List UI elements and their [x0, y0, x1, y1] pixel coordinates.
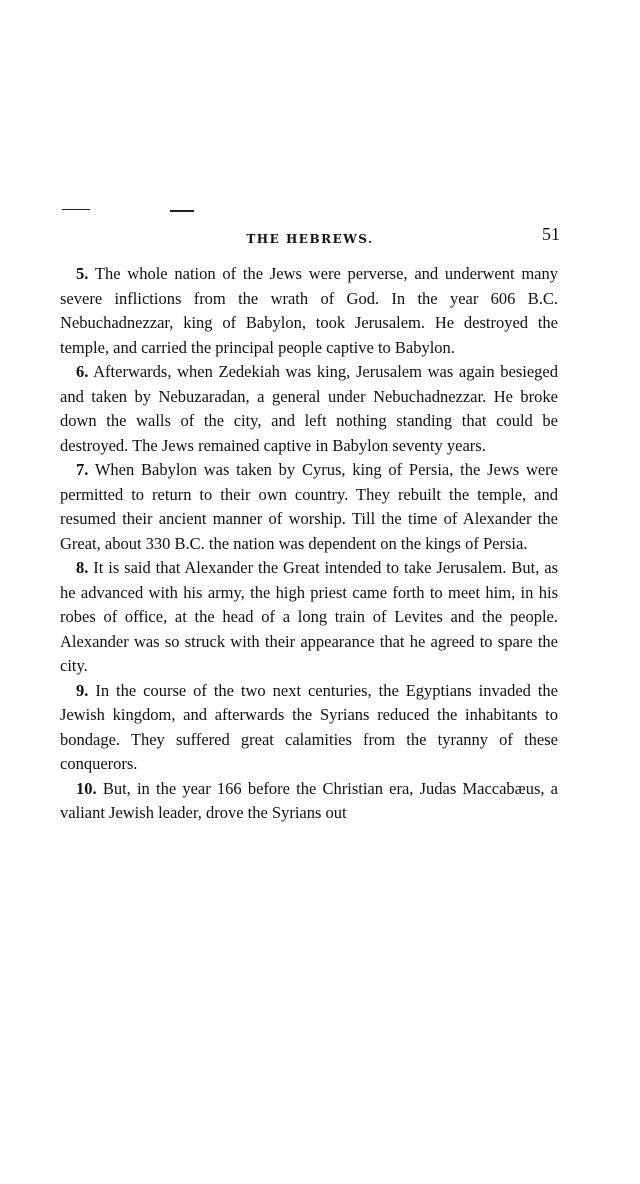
paragraph-number: 6. [76, 362, 89, 381]
paragraph-6 [60, 360, 558, 458]
paragraph-text: When Babylon was taken by Cyrus, king of Persia, the Jews were permitted to return to their own country. They rebuilt the temple, and resumed their ancient manner of worship. Till the time of Alexander the Great, about 330 B.C. the nation was dependent on the kings of Persia. [60, 460, 558, 553]
paragraph-number: 7. [76, 460, 89, 479]
paragraph-text: It is said that Alexander the Great intended to take Jerusalem. But, as he advanced with his army, the high priest came forth to meet him, in his robes of office, at the head of a long train of Levites and the people. Alexander was so struck with their appearance that he agreed to spare the city. [60, 558, 559, 675]
paragraph-number: 5. [76, 264, 89, 283]
paragraph-number: 8. [76, 558, 89, 577]
paragraph-9 [60, 679, 558, 777]
scan-rule-mark [62, 209, 90, 210]
paragraph-8 [60, 556, 558, 679]
running-head [60, 222, 560, 252]
paragraph-number: 10. [76, 778, 97, 798]
page-number: 51 [542, 224, 560, 244]
paragraph-10 [60, 777, 558, 826]
paragraph-number: 9. [76, 680, 89, 700]
scan-rule-mark [170, 210, 194, 212]
paragraph-5 [60, 262, 558, 360]
running-title: THE HEBREWS. [246, 232, 374, 246]
paragraph-text: The whole nation of the Jews were perverse, and underwent many severe inflictions from the wrath of God. In the year 606 B.C. Nebuchadnezzar, king of Babylon, took Jerusalem. He destroyed the temple, and carried the principal people captive to Babylon. [60, 264, 559, 357]
paragraph-text: In the course of the two next centuries, the Egyptians invaded the Jewish kingdom, and afterwards the Syrians reduced the inhabitants to bondage. They suffered great calamities from the tyranny of these conquerors. [60, 680, 558, 773]
paragraph-text: Afterwards, when Zedekiah was king, Jerusalem was again besieged and taken by Nebuzaradan, a general under Nebuchadnezzar. He broke down the walls of the city, and left nothing standing that could be destroyed. The Jews remained captive in Babylon seventy years. [60, 362, 558, 455]
body-text [60, 262, 558, 826]
paragraph-text: But, in the year 166 before the Christian era, Judas Maccabæus, a valiant Jewish leader, drove the Syrians out [60, 778, 558, 822]
paragraph-7 [60, 458, 558, 556]
